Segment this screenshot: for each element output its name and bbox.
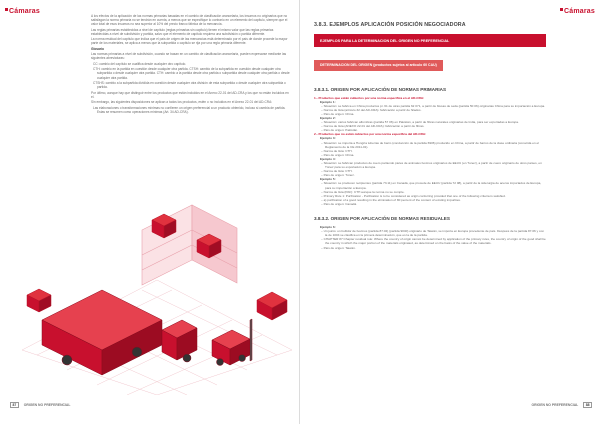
category-heading: 1.- Productos que están cubiertos por una norma específica en el AD-CRA: [314, 95, 425, 100]
footer-right [532, 402, 592, 408]
subsection-title: 3.8.3.1. ORIGEN POR APLICACIÓN DE NORMAS PRIMARIAS [314, 86, 447, 92]
example-label: Ejemplo 4: [320, 156, 336, 161]
paragraph: Las reglas primarias establecidas a nivel de capítulo (reglas primarias sin capítulo) tienen el mismo valor que las reglas primarias establecidas a nivel de subdivisión y partida, salvo que el elemento de capítulo requiera una subdivisión o partida diferente. [91, 27, 274, 36]
logistics-illustration [22, 200, 292, 395]
list-item: – País de origen: Pakistán. [314, 128, 546, 132]
list-item: – Norma de lista (PAF): CTH aunque la norma no se cumple. [314, 190, 546, 194]
page-fold [299, 0, 300, 424]
list-item: – País de origen: China. [314, 112, 546, 116]
paragraph: La norma residual del capítulo que indica que el país de origen de las mercancías está determinado por el país de donde procede la mayor parte de los materiales, se aplica a menos que la subpartida o capítulo se rija por una regla primaria diferente. [91, 37, 288, 46]
list-item: – País de origen: China. [314, 153, 546, 157]
example-label: Ejemplo 2: [320, 115, 336, 120]
footer-left [10, 402, 70, 408]
glossary-title: Glosario [91, 46, 104, 51]
list-item: – Un juicio: un bullidor de bovinos (partida 87.02) (partida 9040) originario de Taiwán, se importa en Europa procedente de país. Después de la partida 87.06 y con la de 1004 se clasifica en la primera determinación, que es la de la partida. [314, 229, 546, 237]
page-number: 87 [10, 402, 19, 408]
chambers-logo-right: Cámaras [560, 8, 595, 15]
list-item: – Norma de lista (artículo 32 del AD-CRA): fabricación a partir de hilados. [314, 108, 546, 112]
footer-label: ORIGEN NO PREFERENCIAL [23, 403, 71, 408]
section-title: 3.8.3. EJEMPLOS APLICACIÓN POSICIÓN NEGOCIADORA [314, 22, 466, 28]
list-item: – Situación: varios fabrican alfombras (partida 57 06) en Pakistán, a partir de fibras naturales originarias de India, para ser exportadas a Europa. [314, 120, 546, 124]
list-item: – Primary Rule 1: Purification - Purification is to be considered as origin conferring provided that one of the following criteria is satisfied. [314, 194, 546, 198]
example-label: Ejemplo 3: [320, 136, 336, 141]
residual-text [314, 225, 546, 250]
list-item: – Situación: se importa a Hungría tuberías de barro (conducción de la partida 6906) producido en China, a partir de barros de la clase ordinaria (conocida en el Reglamento de la CE 2011-01). [314, 141, 546, 149]
glossary-item: CC: cambio del capítulo se cualifica desde cualquier otro capítulo. [93, 61, 187, 66]
paragraph: Sin embargo, las siguientes disposiciones se aplican a todos los productos, estén o no incluidos en el Anexo 22-01 del AD-CRA: [91, 100, 273, 105]
page-number: 88 [583, 402, 592, 408]
left-text-column [91, 14, 291, 115]
list-item: – Situación: se fabrica en China productos pr. 61 de otras partida 62 071, a partir de blusas de seda (partida 50 06) originarias China para su importación a Europa. [314, 104, 546, 108]
category-heading: 2.- Productos que no están cubiertos por una norma específica del AD-CRA: [314, 132, 427, 137]
paragraph: A los efectos de la aplicación de las normas primarias basadas en el cambio de clasificación arancelaria, los insumos no originarios que no satisfagan la norma primaria no se tendrán en cuenta, a menos que se especifique lo contrario en un elemento del capítulo, siempre que el valor total de esos insumos no sea superior al 10% del precio franco fábrica de la mercancía. [91, 14, 288, 27]
right-text-column [314, 22, 546, 250]
example-label: Ejemplo 1: [320, 99, 336, 104]
paragraph: Por último, aunque hay que distinguir entre los productos que están incluidos en el Anexo 22-01 del AD-CRA y los que no están incluidos en el. [91, 90, 289, 99]
list-item: – País de origen: Canadá. [314, 202, 546, 206]
chambers-logo-left: Cámaras [5, 8, 40, 15]
glossary-item: CTH: cambio en la partida en cuestión desde cualquier otra partida. CTSH: cambio de la subpartida en cuestión desde cualquier otra subpartida o desde cualquier otra partida. CTH: cambio a la partida desde otra partida o subpartida desde cualquier otra partida o desde cualquier otra partida. [93, 67, 290, 80]
list-item: – a) purification of a good resulting in the elimination of 80 percent of the content of existing impurities. [314, 198, 546, 202]
subsection-title: 3.8.3.2. ORIGEN POR APLICACIÓN DE NORMAS RESIDUALES [314, 216, 450, 222]
list-item: – Norma de lista: CTH. [314, 169, 546, 173]
example-label: Ejemplo 5: [320, 177, 336, 182]
list-item: – Situación: se fabrican productos de cuero partiendo pieles de animales bovinos originarios de EEUU (en Tunez), a partir de cuero originario de otros países, en Túnez para su exportación a Europa. [314, 161, 546, 169]
list-item: Las elaboraciones o transformaciones mínimas no confieren un origen preferencial a un producto obtenido, incluso si cambia de partida. Estas se resumen como operaciones mínimas (Art. 34 AD-CRA). [93, 105, 286, 114]
glossary-intro: Las normas primarias a nivel de subdivisión, cuando se basan en un cambio de clasificación arancelaria, pueden expresarse mediante las siguientes abreviaturas: [91, 52, 287, 61]
examples-text [314, 96, 546, 207]
example-label: Ejemplo 6: [320, 225, 336, 230]
list-item: – Situación: se producen recipientes (partida 73.11) en Canadá, que procede de EEUU (partida 72 08), a partir de la siderurgia de aceros importados de Europa, para su importación a Europa. [314, 181, 546, 189]
subheading-banner: DETERMINACION DEL ORIGEN (productos sujetos al artículo 60 CAU) [314, 60, 443, 71]
footer-label: ORIGEN NO PREFERENCIAL [531, 403, 579, 408]
list-item: – País de origen: Taiwán. [314, 246, 546, 250]
glossary-item: CTSHS: cambio a la subpartida dividida en cuestión desde cualquier otra división de esta subpartida o desde cualquier otra subpartida o partida. [93, 81, 286, 90]
list-item: – CHAPTER 87 Chapter residual rule: Where the country of origin cannot be determined by application of the primary rules, the country of origin of the good shall be the country in which the major portion of the materials originated, as determined on the basis of the value of the materials. [314, 237, 546, 245]
red-banner: EJEMPLOS PARA LA DETERMINACION DEL ORIGEN NO PREFERENCIAL [314, 34, 546, 47]
list-item: – Norma de lista (ANEXO 22-01 del AD-CRA): fabricación a partir de fibras. [314, 124, 546, 128]
list-item: – País de origen: Túnez. [314, 173, 546, 177]
list-item: – Norma de lista: CTH. [314, 149, 546, 153]
